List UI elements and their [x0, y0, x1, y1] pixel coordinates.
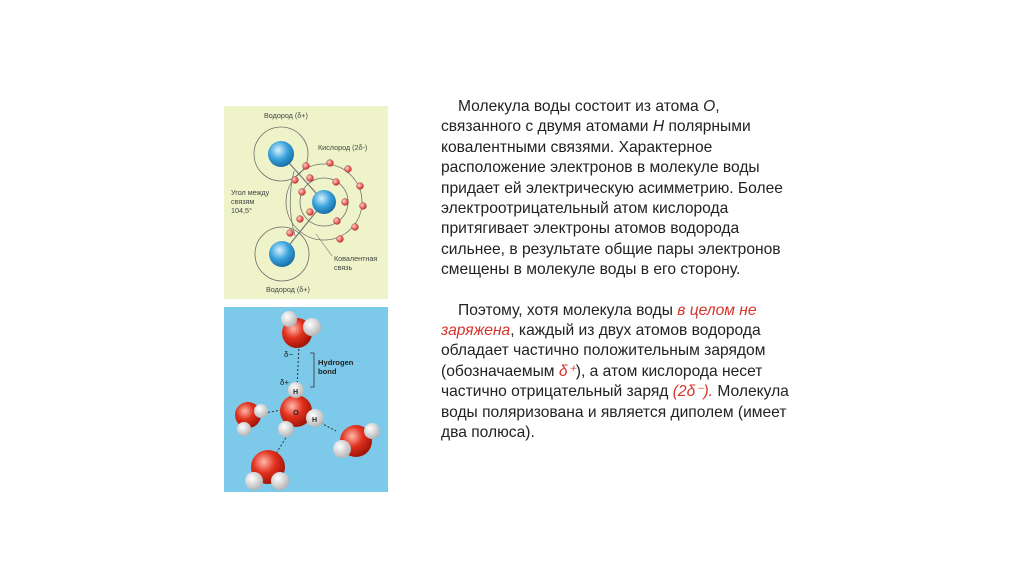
label-hydrogen-bottom: Водород (δ+)	[266, 285, 310, 294]
orbital-diagram	[224, 106, 388, 299]
label-hydrogen-top: Водород (δ+)	[264, 111, 308, 120]
label-hydrogen-bond-2: bond	[318, 367, 337, 376]
hydrogen-bond-diagram	[224, 307, 388, 492]
paragraph-2: Поэтому, хотя молекула воды в целом не заряжена, каждый из двух атомов водорода обладает частично положительным зарядом (обозначаемым δ⁺), а атом кислорода несет частично отрицательный заряд (2δ⁻). Молекула воды поляризована и является диполем (имеет два полюса).	[441, 301, 789, 442]
label-hydrogen-bond-1: Hydrogen	[318, 358, 354, 367]
label-covalent-2: связь	[334, 263, 353, 272]
highlight-two-delta-minus: (2δ⁻).	[672, 383, 714, 401]
label-oxygen: Кислород (2δ-)	[318, 143, 368, 152]
label-atom-h-top: H	[293, 389, 299, 396]
label-angle-1: Угол между	[231, 188, 270, 197]
paragraph-1: Молекула воды состоит из атома О, связанного с двумя атомами Н полярными ковалентными связями. Характерное расположение электронов в молекуле воды придает ей электрическую асимметрию. Более электроотрицательный атом кислорода притягивает электроны атомов водорода сильнее, в результате общие пары электронов смещены в молекуле воды в его сторону.	[441, 98, 783, 279]
label-angle-3: 104,5°	[231, 206, 252, 215]
explanation-text	[441, 97, 803, 444]
label-angle-2: связям	[231, 197, 255, 206]
highlight-not-charged: в целом не заряжена	[441, 301, 757, 340]
label-delta-plus: δ+	[280, 378, 290, 387]
highlight-delta-plus: δ⁺	[558, 362, 576, 380]
label-covalent-1: Ковалентная	[334, 254, 378, 263]
label-delta-minus: δ−	[284, 350, 294, 359]
label-atom-o: O	[293, 408, 299, 417]
label-atom-h-right: H	[312, 417, 318, 424]
